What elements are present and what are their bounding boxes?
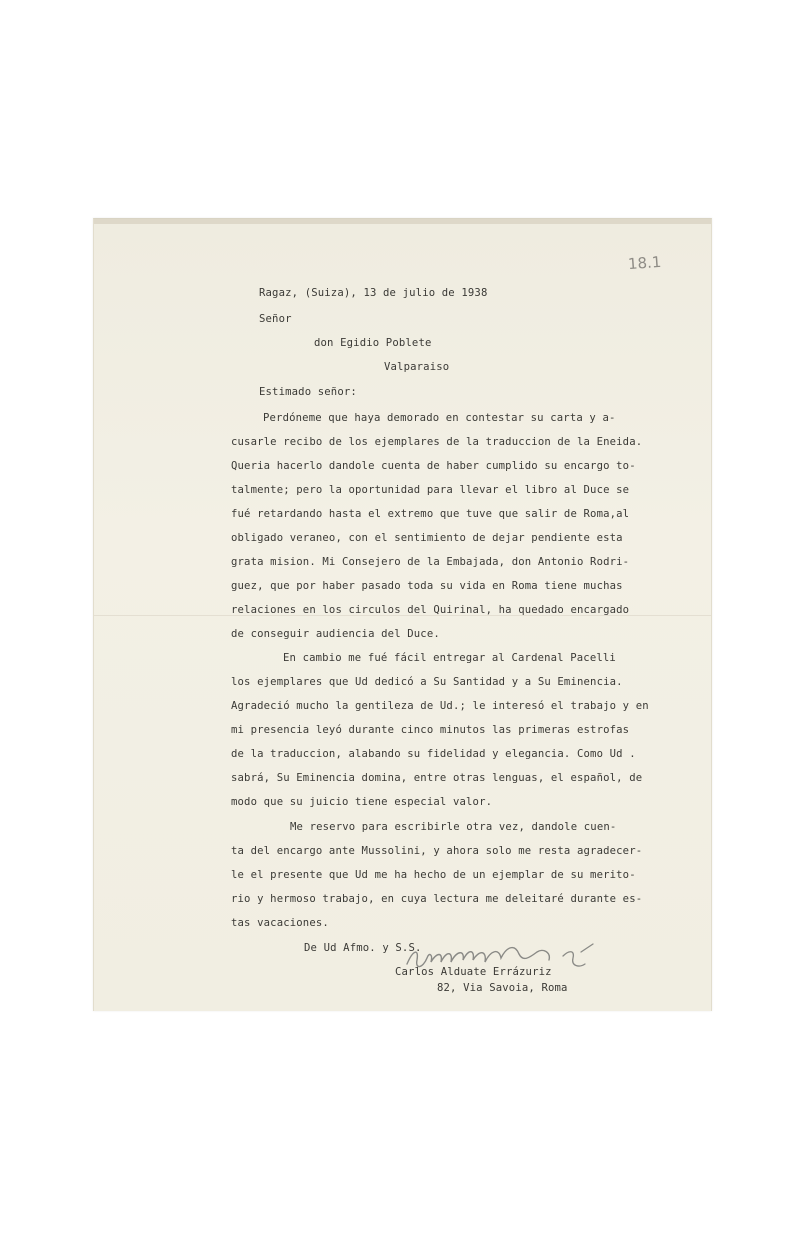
- body-line: grata mision. Mi Consejero de la Embajada, don Antonio Rodri-: [231, 556, 630, 568]
- greeting: Estimado señor:: [259, 386, 357, 398]
- body-line: le el presente que Ud me ha hecho de un ejemplar de su merito-: [231, 869, 636, 881]
- body-line: Perdóneme que haya demorado en contestar su carta y a-: [263, 412, 616, 424]
- body-line: relaciones en los circulos del Quirinal, ha quedado encargado: [231, 604, 630, 616]
- recipient-name: don Egidio Poblete: [314, 337, 432, 349]
- body-line: obligado veraneo, con el sentimiento de dejar pendiente esta: [231, 532, 623, 544]
- body-line: ta del encargo ante Mussolini, y ahora solo me resta agradecer-: [231, 845, 643, 857]
- sender-address: 82, Via Savoia, Roma: [437, 982, 568, 994]
- body-line: sabrá, Su Eminencia domina, entre otras lenguas, el español, de: [231, 772, 643, 784]
- sender-name: Carlos Alduate Errázuriz: [395, 966, 552, 978]
- body-line: Agradeció mucho la gentileza de Ud.; le interesó el trabajo y en: [231, 700, 649, 712]
- body-line: guez, que por haber pasado toda su vida en Roma tiene muchas: [231, 580, 623, 592]
- folio-number: 18.1: [627, 252, 662, 274]
- date-line: Ragaz, (Suiza), 13 de julio de 1938: [259, 287, 488, 299]
- recipient-city: Valparaiso: [384, 361, 450, 373]
- body-line: rio y hermoso trabajo, en cuya lectura me deleitaré durante es-: [231, 893, 643, 905]
- body-line: Me reservo para escribirle otra vez, dandole cuen-: [290, 821, 617, 833]
- body-line: mi presencia leyó durante cinco minutos las primeras estrofas: [231, 724, 630, 736]
- body-line: de conseguir audiencia del Duce.: [231, 628, 440, 640]
- body-line: de la traduccion, alabando su fidelidad y elegancia. Como Ud .: [231, 748, 636, 760]
- body-line: En cambio me fué fácil entregar al Cardenal Pacelli: [283, 652, 616, 664]
- body-line: cusarle recibo de los ejemplares de la traduccion de la Eneida.: [231, 436, 643, 448]
- closing: De Ud Afmo. y S.S.: [304, 942, 422, 954]
- body-line: los ejemplares que Ud dedicó a Su Santidad y a Su Eminencia.: [231, 676, 623, 688]
- body-line: modo que su juicio tiene especial valor.: [231, 796, 493, 808]
- body-line: tas vacaciones.: [231, 917, 329, 929]
- body-line: Queria hacerlo dandole cuenta de haber cumplido su encargo to-: [231, 460, 636, 472]
- salutation-title: Señor: [259, 313, 292, 325]
- body-line: talmente; pero la oportunidad para llevar el libro al Duce se: [231, 484, 630, 496]
- body-line: fué retardando hasta el extremo que tuve que salir de Roma,al: [231, 508, 630, 520]
